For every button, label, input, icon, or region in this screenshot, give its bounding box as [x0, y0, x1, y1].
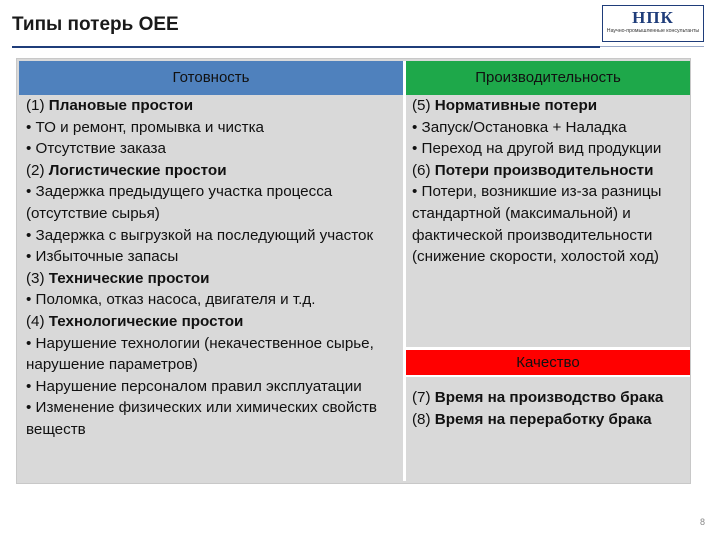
title-divider-light — [600, 46, 704, 47]
item-text: • ТО и ремонт, промывка и чистка — [26, 118, 265, 136]
page-number: 8 — [700, 517, 706, 527]
category-number: (2) — [26, 161, 49, 179]
loss-item — [26, 333, 395, 376]
item-text: • Запуск/Остановка + Наладка — [412, 118, 627, 136]
quality-cell — [406, 377, 690, 481]
category-number: (8) — [412, 410, 435, 428]
loss-category — [412, 409, 684, 431]
loss-item — [412, 117, 684, 139]
loss-item — [412, 138, 684, 160]
loss-category — [412, 95, 684, 117]
category-title: Нормативные потери — [434, 97, 598, 114]
loss-item — [26, 225, 395, 247]
loss-item — [26, 289, 395, 311]
category-title: Время на переработку брака — [434, 410, 652, 428]
loss-item — [412, 181, 684, 267]
category-title: Технологические простои — [48, 312, 244, 330]
loss-item — [26, 246, 395, 268]
oee-losses-table — [16, 58, 691, 484]
category-title: Время на производство брака — [434, 389, 664, 406]
loss-item — [26, 138, 395, 160]
loss-category — [412, 387, 684, 409]
category-title: Потери производительности — [434, 161, 654, 179]
availability-cell — [19, 95, 403, 481]
category-number: (6) — [412, 161, 435, 179]
item-text: • Задержка предыдущего участка процесса (отсутствие сырья) — [26, 183, 333, 222]
logo-mark: НПК — [632, 8, 674, 27]
category-title: Плановые простои — [48, 97, 194, 114]
loss-category — [26, 160, 395, 182]
page-title: Типы потерь OEE — [12, 14, 179, 35]
category-title: Логистические простои — [48, 161, 227, 179]
item-text: • Избыточные запасы — [26, 248, 179, 266]
loss-category — [26, 311, 395, 333]
performance-header: Производительность — [406, 61, 690, 95]
category-number: (4) — [26, 312, 49, 330]
loss-item — [26, 376, 395, 398]
category-number: (7) — [412, 389, 435, 406]
category-number: (1) — [26, 97, 49, 114]
category-title: Технические простои — [48, 269, 210, 287]
loss-item — [26, 117, 395, 139]
item-text: • Нарушение персоналом правил эксплуатации — [26, 377, 362, 395]
item-text: • Изменение физических или химических свойств веществ — [26, 399, 377, 438]
item-text: • Переход на другой вид продукции — [412, 140, 662, 158]
title-divider — [12, 46, 600, 48]
category-number: (5) — [412, 97, 435, 114]
loss-category — [26, 95, 395, 117]
loss-category — [412, 160, 684, 182]
item-text: • Потери, возникшие из-за разницы стандартной (максимальной) и фактической производительности (снижение скорости, холостой ход) — [412, 183, 662, 266]
loss-category — [26, 268, 395, 290]
category-number: (3) — [26, 269, 49, 287]
quality-header: Качество — [406, 350, 690, 375]
company-logo — [602, 5, 704, 42]
logo-subtitle: Научно-промышленные консультанты — [606, 28, 700, 34]
loss-item — [26, 397, 395, 440]
availability-header: Готовность — [19, 61, 403, 95]
item-text: • Отсутствие заказа — [26, 140, 166, 158]
loss-item — [26, 181, 395, 224]
performance-cell — [406, 95, 690, 347]
item-text: • Нарушение технологии (некачественное сырье, нарушение параметров) — [26, 334, 374, 374]
item-text: • Поломка, отказ насоса, двигателя и т.д. — [26, 291, 316, 309]
item-text: • Задержка с выгрузкой на последующий участок — [26, 226, 374, 244]
